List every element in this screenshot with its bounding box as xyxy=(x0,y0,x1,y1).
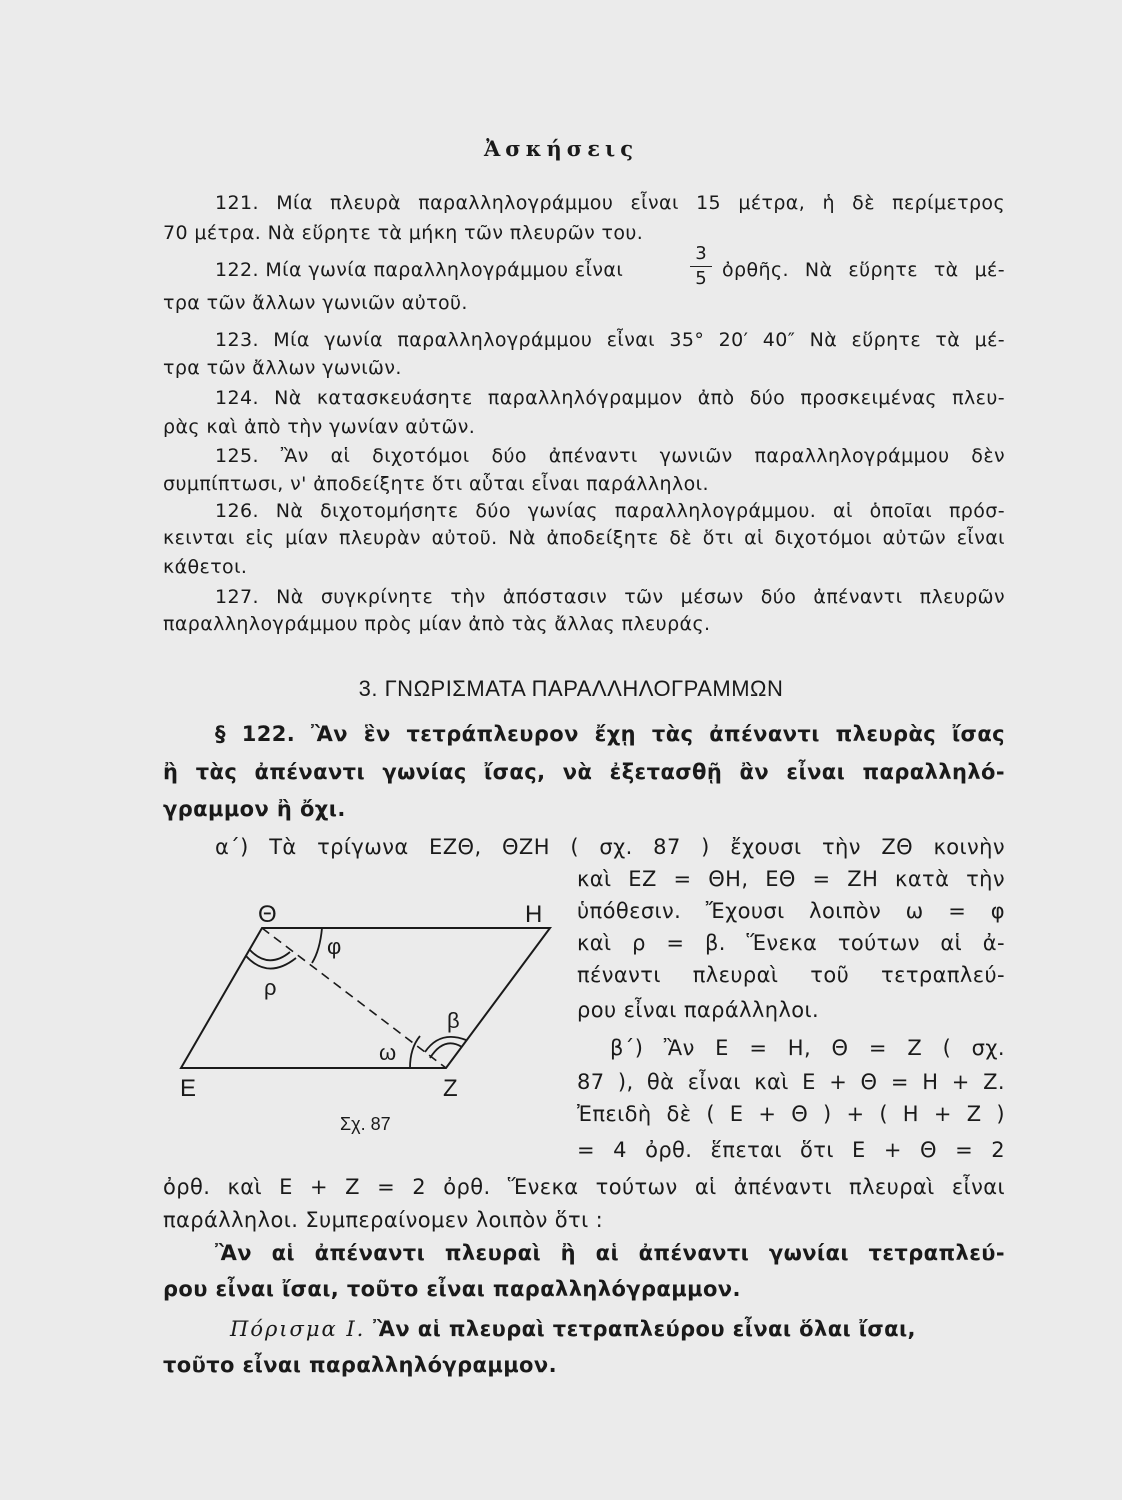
diagonal-dashed xyxy=(262,928,446,1068)
exercise-127: 127. Νὰ συγκρίνητε τὴν ἀπόστασιν τῶν μέσων δύο ἀπέναντι πλευρῶν xyxy=(215,586,1005,608)
vertex-e-label: Ε xyxy=(180,1075,197,1102)
part-a-line: ρου εἶναι παράλληλοι. xyxy=(577,998,820,1022)
angle-omega-label: ω xyxy=(379,1040,397,1065)
exercise-124-cont: ρὰς καὶ ἀπὸ τὴν γωνίαν αὐτῶν. xyxy=(163,416,476,438)
exercise-121: 121. Μία πλευρὰ παραλληλογράμμου εἶναι 15 μέτρα, ἡ δὲ περίμετρος xyxy=(215,192,1005,214)
section-heading: 3. ΓΝΩΡΙΣΜΑΤΑ ΠΑΡΑΛΛΗΛΟΓΡΑΜΜΩΝ xyxy=(358,676,784,701)
conclusion: Ἂν αἱ ἀπέναντι πλευραὶ ἢ αἱ ἀπέναντι γωνίαι τετραπλεύ- xyxy=(215,1241,1005,1265)
part-b-line: ὀρθ. καὶ Ε + Ζ = 2 ὀρθ. Ἕνεκα τούτων αἱ ἀπέναντι πλευραὶ εἶναι xyxy=(163,1175,1005,1199)
exercise-126-end: κάθετοι. xyxy=(163,556,248,578)
part-b-line: = 4 ὀρθ. ἕπεται ὅτι Ε + Θ = 2 xyxy=(577,1138,1005,1162)
theorem-122-end: γραμμον ἢ ὄχι. xyxy=(163,797,346,821)
angle-rho-label: ρ xyxy=(264,975,277,1000)
exercise-122: 122. Μία γωνία παραλληλογράμμου εἶναι xyxy=(215,259,624,281)
part-a-line: καὶ ΕΖ = ΘΗ, ΕΘ = ΖΗ κατὰ τὴν xyxy=(577,867,1005,891)
exercise-123: 123. Μία γωνία παραλληλογράμμου εἶναι 35° 20′ 40″ Νὰ εὕρητε τὰ μέ- xyxy=(215,329,1005,351)
vertex-z-label: Ζ xyxy=(443,1075,458,1102)
exercises-title: Ἀσκήσεις xyxy=(484,136,638,161)
part-a-line: πέναντι πλευραὶ τοῦ τετραπλεύ- xyxy=(577,963,1005,987)
exercise-126-cont: κεινται εἰς μίαν πλευρὰν αὐτοῦ. Νὰ ἀποδείξητε δὲ ὅτι αἱ διχοτόμοι αὐτῶν εἶναι xyxy=(163,527,1005,549)
exercise-125: 125. Ἂν αἱ διχοτόμοι δύο ἀπέναντι γωνιῶν παραλληλογράμμου δὲν xyxy=(215,445,1005,467)
part-a-line: καὶ ρ = β. Ἕνεκα τούτων αἱ ἀ- xyxy=(577,931,1005,955)
angle-phi-label: φ xyxy=(327,934,342,959)
angle-phi-arc xyxy=(312,928,322,963)
exercise-126: 126. Νὰ διχοτομήσητε δύο γωνίας παραλληλογράμμου. αἱ ὁποῖαι πρόσ- xyxy=(215,500,1005,522)
vertex-theta-label: Θ xyxy=(258,901,277,928)
part-b-line: παράλληλοι. Συμπεραίνομεν λοιπὸν ὅτι : xyxy=(163,1208,604,1232)
corollary-cont: τοῦτο εἶναι παραλληλόγραμμον. xyxy=(163,1353,557,1377)
exercise-121-cont: 70 μέτρα. Νὰ εὕρητε τὰ μήκη τῶν πλευρῶν του. xyxy=(163,222,644,244)
angle-beta-label: β xyxy=(447,1008,460,1033)
part-b: β΄) Ἂν Ε = Η, Θ = Ζ ( σχ. xyxy=(610,1036,1005,1060)
theorem-122: § 122. Ἂν ἓν τετράπλευρον ἔχῃ τὰς ἀπέναντι πλευρὰς ἴσας xyxy=(215,722,1005,746)
fraction-3-5: 3 5 xyxy=(690,243,712,290)
exercise-127-cont: παραλληλογράμμου πρὸς μίαν ἀπὸ τὰς ἄλλας πλευράς. xyxy=(163,613,711,635)
conclusion-cont: ρου εἶναι ἴσαι, τοῦτο εἶναι παραλληλόγραμμον. xyxy=(163,1277,741,1301)
exercise-122-tail: ὀρθῆς. Νὰ εὕρητε τὰ μέ- xyxy=(722,259,1005,281)
theorem-122-cont: ἢ τὰς ἀπέναντι γωνίας ἴσας, νὰ ἐξετασθῇ ἂν εἶναι παραλληλό- xyxy=(163,760,1005,784)
angle-beta-arc-2 xyxy=(430,1043,462,1058)
part-b-line: Ἐπειδὴ δὲ ( Ε + Θ ) + ( Η + Ζ ) xyxy=(577,1102,1005,1126)
exercise-124: 124. Νὰ κατασκευάσητε παραλληλόγραμμον ἀπὸ δύο προσκειμένας πλευ- xyxy=(215,387,1005,409)
parallelogram xyxy=(181,928,550,1068)
exercise-125-cont: συμπίπτωσι, ν' ἀποδείξητε ὅτι αὗται εἶναι παράλληλοι. xyxy=(163,473,709,495)
corollary-label: Πόρισμα Ι. xyxy=(230,1317,366,1341)
vertex-h-label: Η xyxy=(525,901,543,928)
part-a: α΄) Τὰ τρίγωνα ΕΖΘ, ΘΖΗ ( σχ. 87 ) ἔχουσι τὴν ΖΘ κοινὴν xyxy=(215,835,1005,859)
exercise-122-cont: τρα τῶν ἄλλων γωνιῶν αὐτοῦ. xyxy=(163,292,468,314)
corollary-text: Ἂν αἱ πλευραὶ τετραπλεύρου εἶναι ὅλαι ἴσαι, xyxy=(373,1317,916,1341)
part-b-line: 87 ), θὰ εἶναι καὶ Ε + Θ = Η + Ζ. xyxy=(577,1070,1005,1094)
angle-rho-arc-2 xyxy=(246,956,296,969)
part-a-line: ὑπόθεσιν. Ἔχουσι λοιπὸν ω = φ xyxy=(577,899,1005,923)
figure-caption: Σχ. 87 xyxy=(340,1114,391,1134)
angle-rho-arc xyxy=(249,949,290,960)
exercise-123-cont: τρα τῶν ἄλλων γωνιῶν. xyxy=(163,357,402,379)
